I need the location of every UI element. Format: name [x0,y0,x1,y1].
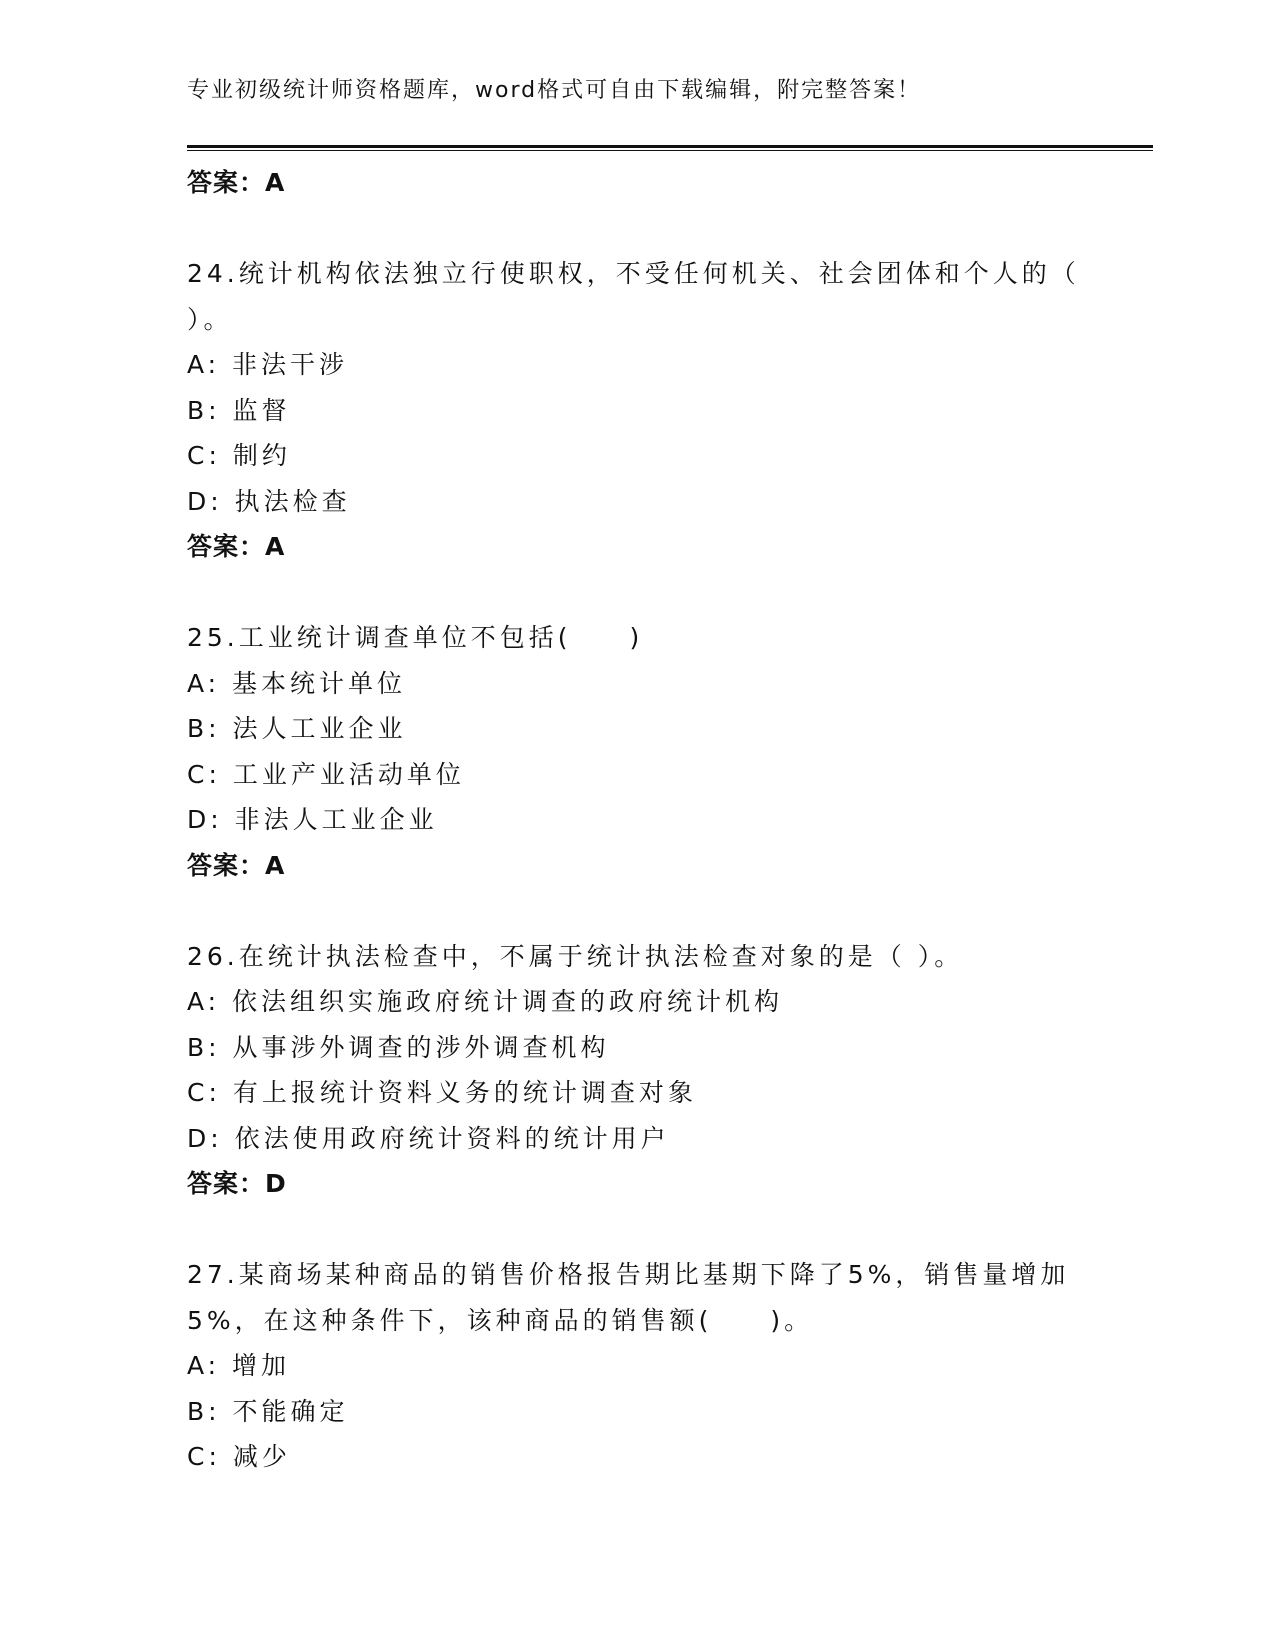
option-d: D: 非法人工业企业 [187,805,438,834]
option-d: D: 依法使用政府统计资料的统计用户 [187,1123,670,1153]
question-text-cont: 5%，在这种条件下，该种商品的销售额( )。 [187,1305,814,1335]
answer: 答案：D [187,1169,287,1198]
header-rule-thin [187,150,1153,151]
option-c: C: 制约 [187,441,291,470]
question-text: 25.工业统计调查单位不包括( ) [187,623,644,652]
question-26 [187,934,1087,1207]
spacer [187,888,1087,934]
option-b: B: 监督 [187,395,291,425]
option-a: A: 非法干涉 [187,350,349,379]
option-a: A: 基本统计单位 [187,668,407,698]
option-b: B: 法人工业企业 [187,714,407,743]
spacer [187,206,1087,252]
option-c: C: 有上报统计资料义务的统计调查对象 [187,1078,697,1107]
question-27 [187,1252,1087,1480]
option-a: A: 依法组织实施政府统计调查的政府统计机构 [187,987,784,1016]
option-c: C: 工业产业活动单位 [187,759,465,789]
spacer [187,570,1087,616]
spacer [187,1207,1087,1253]
question-text-cont: ）。 [187,304,233,334]
question-list [187,160,1087,1480]
option-c: C: 减少 [187,1442,291,1471]
option-a: A: 增加 [187,1351,291,1380]
question-text: 24.统计机构依法独立行使职权，不受任何机关、社会团体和个人的（ [187,259,1080,288]
question-text: 26.在统计执法检查中，不属于统计执法检查对象的是（ ）。 [187,941,964,971]
question-text: 27.某商场某种商品的销售价格报告期比基期下降了5%，销售量增加 [187,1260,1070,1289]
option-d: D: 执法检查 [187,486,351,516]
option-b: B: 不能确定 [187,1396,349,1426]
header-rule [187,145,1153,148]
answer: 答案：A [187,850,286,880]
answer-23: 答案：A [187,168,286,197]
answer: 答案：A [187,532,286,561]
page-header: 专业初级统计师资格题库，word格式可自由下载编辑，附完整答案！ [187,78,922,103]
question-25 [187,615,1087,888]
option-b: B: 从事涉外调查的涉外调查机构 [187,1032,610,1062]
question-24 [187,251,1087,570]
